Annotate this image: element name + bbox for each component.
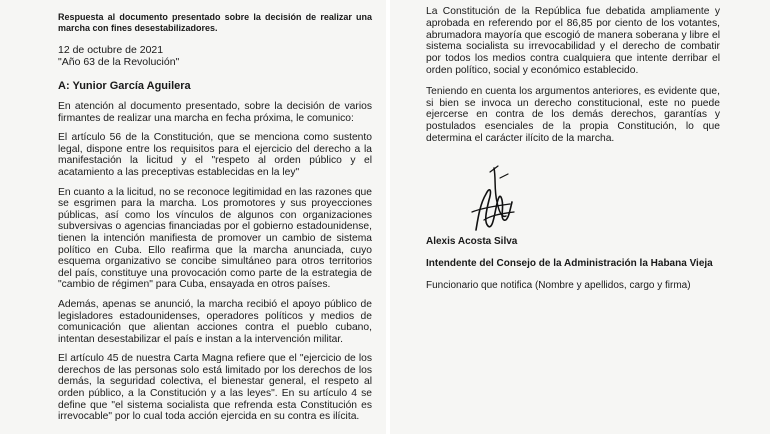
- paragraph: Además, apenas se anunció, la marcha recibió el apoyo público de legisladores estadounidenses, operadores políticos y medios de comunicación que alientan acciones contra el pueblo cubano, intentan desestabilizar el país e instan a la intervención militar.: [58, 298, 372, 345]
- signatory-name: Alexis Acosta Silva: [426, 235, 518, 247]
- addressee: A: Yunior García Aguilera: [58, 80, 191, 92]
- signatory-note: Funcionario que notifica (Nombre y apellidos, cargo y firma): [426, 279, 691, 291]
- letter-subject: Respuesta al documento presentado sobre la decisión de realizar una marcha con fines desestabilizadores.: [58, 12, 372, 33]
- paragraph: La Constitución de la República fue debatida ampliamente y aprobada en referendo por el 86,85 por ciento de los votantes, abrumadora mayoría que escogió de manera soberana y libre el sistema socialista su irrevocabilidad y el derecho de combatir por todos los medios contra cualquiera que intente derribar el orden político, social y económico establecido.: [426, 6, 720, 76]
- letter-date: 12 de octubre de 2021: [58, 44, 164, 56]
- signatory-role: Intendente del Consejo de la Administración la Habana Vieja: [426, 257, 713, 269]
- paragraph: El artículo 56 de la Constitución, que se menciona como sustento legal, dispone entre los requisitos para el ejercicio del derecho a la manifestación la licitud y el "respeto al orden público y el acatamiento a las preceptivas establecidas en la ley": [58, 132, 372, 178]
- signature-area: [426, 154, 720, 236]
- paragraph: Teniendo en cuenta los argumentos anteriores, es evidente que, si bien se invoca un derecho constitucional, este no puede ejercerse en contra de los demás derechos, garantías y postulados esenciales de la propia Constitución, lo que determina el carácter ilícito de la marcha.: [426, 85, 720, 144]
- paragraph: En atención al documento presentado, sobre la decisión de varios firmantes de realizar una marcha en fecha próxima, le comunico:: [58, 101, 372, 124]
- year-label: "Año 63 de la Revolución": [58, 56, 180, 68]
- handwritten-signature: [464, 160, 524, 238]
- right-page: [390, 0, 770, 434]
- paragraph: En cuanto a la licitud, no se reconoce legitimidad en las razones que se esgrimen para la marcha. Los promotores y sus proyecciones públicas, así como los vínculos de algunos con organizaciones subversivas o agencias financiadas por el gobierno estadounidense, tienen la intención manifiesta de promover un cambio de sistema político en Cuba. Ello reafirma que la marcha anunciada, cuyo esquema organizativo se concibe simultáneo para otros territorios del país, constituye una provocación como parte de la estrategia de "cambio de régimen" para Cuba, ensayada en otros países.: [58, 186, 372, 291]
- paragraph: El artículo 45 de nuestra Carta Magna refiere que el "ejercicio de los derechos de las personas solo está limitado por los derechos de los demás, la seguridad colectiva, el bienestar general, el respeto al orden público, a la Constitución y a las leyes". En su artículo 4 se define que "el sistema socialista que refrenda esta Constitución es irrevocable" por lo cual toda acción ejercida en su contra es ilícita.: [58, 353, 372, 423]
